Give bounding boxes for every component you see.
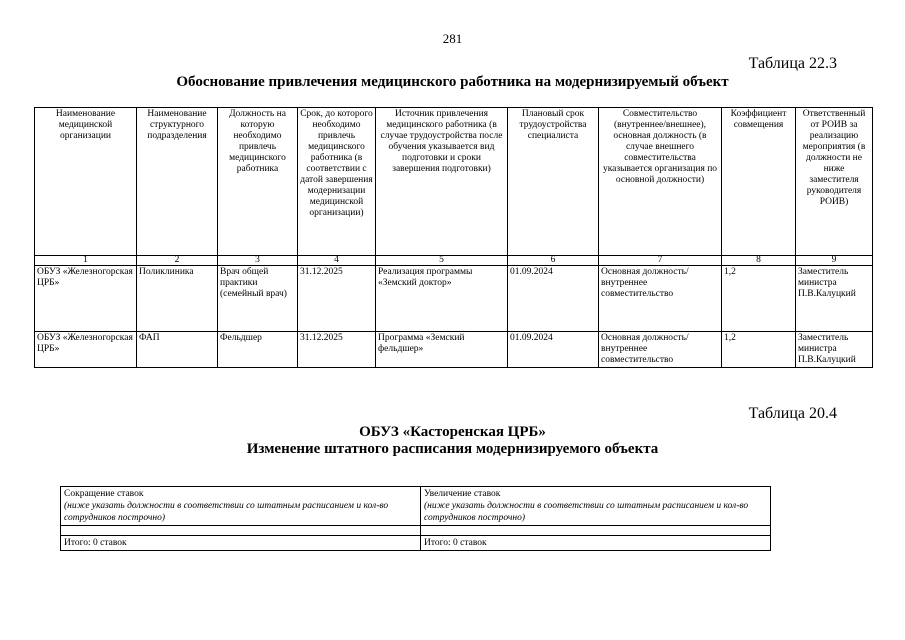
table-cell: 01.09.2024 xyxy=(508,332,599,368)
table-cell: Заместитель министра П.В.Калуцкий xyxy=(796,332,873,368)
table-cell xyxy=(421,526,771,536)
table-cell: Основная должность/внутреннее совместительство xyxy=(599,266,722,332)
organization-title: ОБУЗ «Касторенская ЦРБ» xyxy=(359,424,546,440)
column-header: Совместительство (внутреннее/внешнее), основная должность (в случае внешнего совместительства указывается организация по основной должности) xyxy=(599,108,722,256)
table-cell: Врач общей практики (семейный врач) xyxy=(218,266,298,332)
column-header: Наименование структурного подразделения xyxy=(137,108,218,256)
table-title: Обоснование привлечения медицинского работника на модернизируемый объект xyxy=(176,74,729,90)
reduction-note: (ниже указать должности в соответствии со штатным расписанием и кол-во сотрудников построчно) xyxy=(64,501,389,523)
table-cell xyxy=(61,526,421,536)
table-cell: 31.12.2025 xyxy=(298,266,376,332)
recruitment-table xyxy=(34,107,873,368)
column-number-row xyxy=(35,256,873,266)
column-header: Коэффициент совмещения xyxy=(722,108,796,256)
table-cell: Поликлиника xyxy=(137,266,218,332)
table-cell: Заместитель министра П.В.Калуцкий xyxy=(796,266,873,332)
table-cell: ФАП xyxy=(137,332,218,368)
table-cell: Фельдшер xyxy=(218,332,298,368)
column-number: 2 xyxy=(137,256,218,266)
table-cell: ОБУЗ «Железногорская ЦРБ» xyxy=(35,266,137,332)
column-number: 6 xyxy=(508,256,599,266)
increase-total: Итого: 0 ставок xyxy=(421,536,771,551)
reduction-header-cell xyxy=(61,487,421,526)
increase-header: Увеличение ставок xyxy=(424,489,501,499)
table-header-row xyxy=(61,487,771,526)
table-cell: 1,2 xyxy=(722,266,796,332)
reduction-total: Итого: 0 ставок xyxy=(61,536,421,551)
total-row xyxy=(61,536,771,551)
table-cell: Реализация программы «Земский доктор» xyxy=(376,266,508,332)
column-header: Должность на которую необходимо привлечь медицинского работника xyxy=(218,108,298,256)
table-cell: Программа «Земский фельдшер» xyxy=(376,332,508,368)
empty-row xyxy=(61,526,771,536)
column-header: Источник привлечения медицинского работника (в случае трудоустройства после обучения указывается вид подготовки и сроки завершения подготовки) xyxy=(376,108,508,256)
column-number: 5 xyxy=(376,256,508,266)
table-header-row xyxy=(35,108,873,256)
column-number: 4 xyxy=(298,256,376,266)
table-cell: 1,2 xyxy=(722,332,796,368)
table-cell: 01.09.2024 xyxy=(508,266,599,332)
column-number: 1 xyxy=(35,256,137,266)
column-header: Плановый срок трудоустройства специалиста xyxy=(508,108,599,256)
increase-note: (ниже указать должности в соответствии со штатным расписанием и кол-во сотрудников построчно) xyxy=(424,501,749,523)
table-label: Таблица 20.4 xyxy=(748,405,837,422)
column-number: 7 xyxy=(599,256,722,266)
table-title: Изменение штатного расписания модернизируемого объекта xyxy=(246,441,659,457)
column-header: Срок, до которого необходимо привлечь медицинского работника (в соответствии с датой завершения модернизации медицинской организации) xyxy=(298,108,376,256)
table-row xyxy=(35,332,873,368)
column-header: Ответственный от РОИВ за реализацию мероприятия (в должности не ниже заместителя руководителя РОИВ) xyxy=(796,108,873,256)
table-row xyxy=(35,266,873,332)
page-number: 281 xyxy=(442,31,463,46)
column-number: 9 xyxy=(796,256,873,266)
increase-header-cell xyxy=(421,487,771,526)
reduction-header: Сокращение ставок xyxy=(64,489,144,499)
column-number: 3 xyxy=(218,256,298,266)
table-label: Таблица 22.3 xyxy=(748,55,837,72)
table-cell: 31.12.2025 xyxy=(298,332,376,368)
column-header: Наименование медицинской организации xyxy=(35,108,137,256)
table-cell: ОБУЗ «Железногорская ЦРБ» xyxy=(35,332,137,368)
table-cell: Основная должность/внутреннее совместительство xyxy=(599,332,722,368)
staffing-change-table xyxy=(60,486,771,551)
column-number: 8 xyxy=(722,256,796,266)
